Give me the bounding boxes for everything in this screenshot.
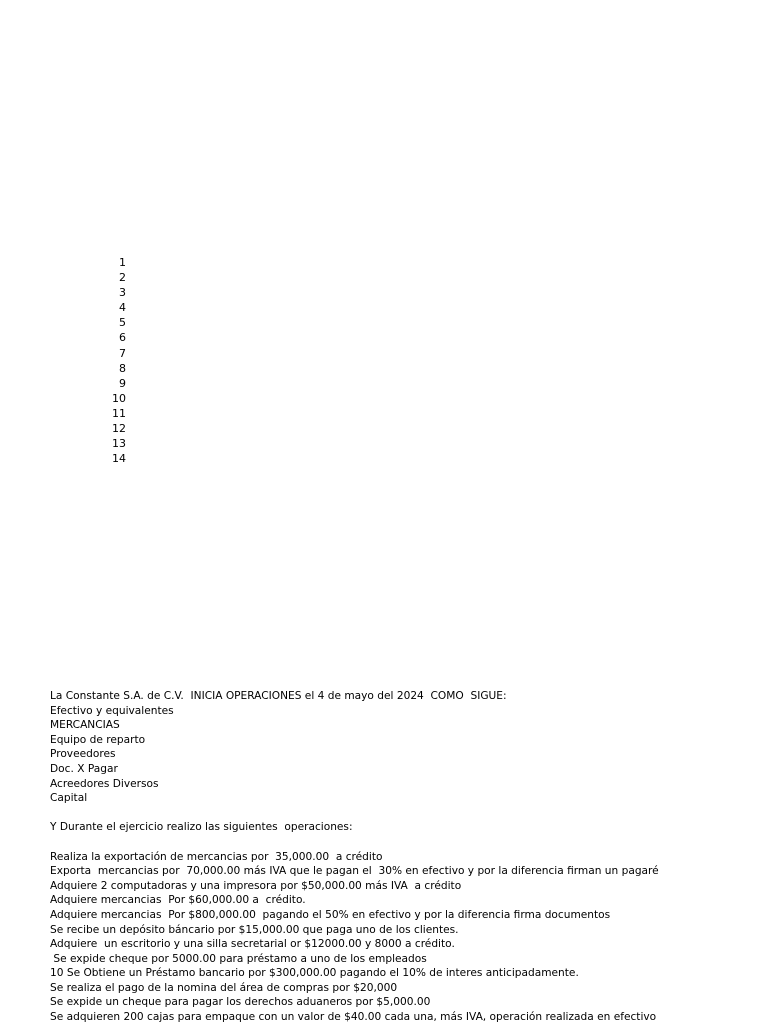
operation-item: Se realiza el pago de la nomina del área de compras por $20,000 [50,981,398,994]
operation-item: Se expide cheque por 5000.00 para préstamo a uno de los empleados [50,952,427,965]
row-number: 14 [112,452,126,466]
operation-item: Se expide un cheque para pagar los derechos aduaneros por $5,000.00 [50,996,431,1009]
operation-item: Adquiere mercancias Por $60,000.00 a crédito. [50,894,306,907]
row-number-column [104,255,126,466]
blank-line [50,806,765,821]
operation-item: Adquiere mercancias Por $800,000.00 pagando el 50% en efectivo y por la diferencia firma documentos [50,908,611,921]
operation-item: Realiza la exportación de mercancias por 35,000.00 a crédito [50,850,383,863]
operation-item: Se adquieren 200 cajas para empaque con un valor de $40.00 cada una, más IVA, operación realizada en efectivo [50,1011,657,1024]
account-item: Acreedores Diversos [50,777,159,790]
account-item: Proveedores [50,748,116,761]
account-item: Capital [50,792,88,805]
row-number: 3 [119,286,126,300]
row-number: 8 [119,361,126,375]
account-item: Efectivo y equivalentes [50,704,174,717]
operation-item: 10 Se Obtiene un Préstamo bancario por $300,000.00 pagando el 10% de interes anticipadamente. [50,967,579,980]
operation-item: Adquiere un escritorio y una silla secretarial or $12000.00 y 8000 a crédito. [50,938,455,951]
row-number: 12 [112,422,126,436]
row-number: 1 [119,256,126,269]
blank-line [50,835,765,850]
row-number: 11 [112,406,126,420]
account-item: Doc. X Pagar [50,762,118,775]
row-number: 6 [119,331,126,345]
row-number: 13 [112,437,126,451]
row-number: 2 [119,271,126,285]
document-body [50,689,765,1025]
row-number: 9 [119,376,126,390]
row-number: 4 [119,301,126,315]
operation-item: Exporta mercancias por 70,000.00 más IVA que le pagan el 30% en efectivo y por la diferencia firman un pagaré [50,865,659,878]
row-number: 5 [119,316,126,330]
account-item: MERCANCIAS [50,719,120,732]
document-title: La Constante S.A. de C.V. INICIA OPERACIONES el 4 de mayo del 2024 COMO SIGUE: [50,690,507,702]
row-number: 7 [119,346,126,360]
operations-list [50,850,765,1025]
operations-intro: Y Durante el ejercicio realizo las siguientes operaciones: [50,821,353,834]
operation-item: Adquiere 2 computadoras y una impresora por $50,000.00 más IVA a crédito [50,879,462,892]
row-number: 10 [112,391,126,405]
operation-item: Se recibe un depósito báncario por $15,000.00 que paga uno de los clientes. [50,923,459,936]
account-list [50,704,765,806]
account-item: Equipo de reparto [50,733,146,746]
